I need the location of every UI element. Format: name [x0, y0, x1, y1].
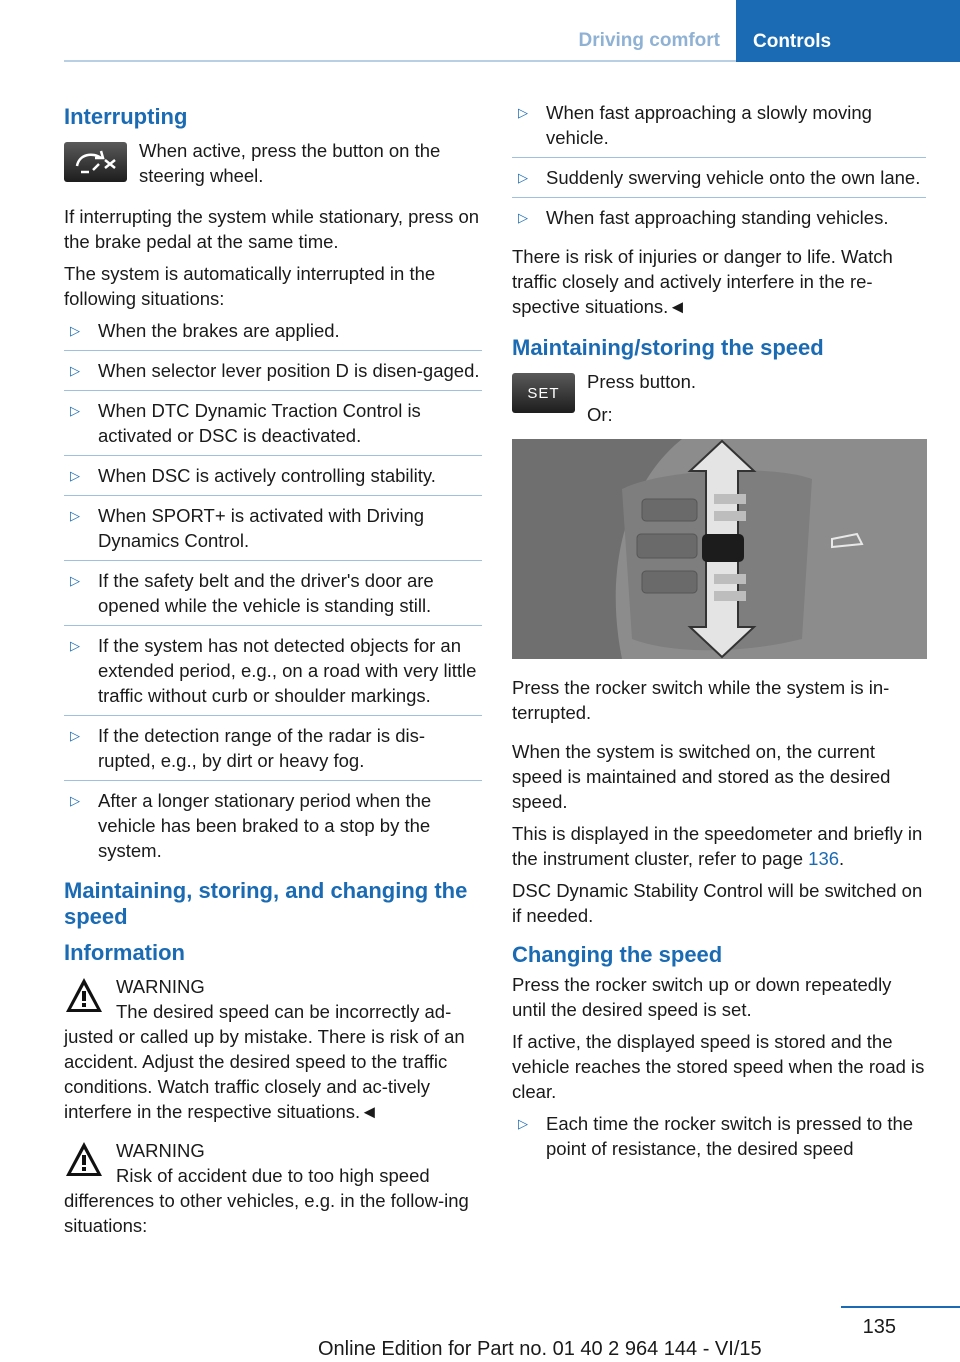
- interrupt-situations-list: [64, 318, 482, 870]
- triangle-right-icon: ▷: [518, 170, 528, 185]
- list-item: ▷ If the system has not detected objects for an extended period, e.g., on a road with very little traffic without curb or shoulder markings.: [64, 633, 482, 716]
- triangle-right-icon: ▷: [70, 468, 80, 483]
- list-item: ▷ When DTC Dynamic Traction Control is activated or DSC is deactivated.: [64, 398, 482, 456]
- page-number: 135: [862, 1316, 896, 1338]
- paragraph-stationary: If interrupting the system while stationary, press on the brake pedal at the same time.: [64, 206, 480, 252]
- warning-triangle-icon: [64, 976, 104, 1014]
- paragraph-switched-on: When the system is switched on, the current speed is maintained and stored as the desired speed.: [512, 741, 891, 812]
- paragraph-rocker: Press the rocker switch while the system is in‐terrupted.: [512, 677, 890, 723]
- list-item: ▷ When fast approaching standing vehicles.: [518, 207, 889, 228]
- triangle-right-icon: ▷: [70, 638, 80, 653]
- list-item: ▷ When the brakes are applied.: [64, 318, 482, 351]
- triangle-right-icon: ▷: [518, 1116, 528, 1131]
- list-item: ▷ Suddenly swerving vehicle onto the own lane.: [512, 165, 926, 198]
- heading-maintain-store-change: Maintaining, storing, and changing the speed: [64, 878, 468, 929]
- triangle-right-icon: ▷: [70, 363, 80, 378]
- triangle-right-icon: ▷: [70, 573, 80, 588]
- interrupt-instruction: [64, 138, 482, 196]
- page-link[interactable]: 136: [808, 848, 840, 869]
- list-item: ▷ Each time the rocker switch is pressed to the point of resistance, the desired speed: [518, 1113, 914, 1159]
- warning-block-2: [64, 1138, 482, 1238]
- list-item: ▷ If the safety belt and the driver's door are opened while the vehicle is standing still.: [64, 568, 482, 626]
- warning-label: WARNING: [116, 976, 205, 997]
- paragraph-risk: There is risk of injuries or danger to life. Watch traffic closely and actively interfere in the re‐spective situations.◄: [512, 246, 893, 317]
- header-section-title: Driving comfort: [578, 30, 720, 51]
- list-item: ▷ When selector lever position D is disen‐gaged.: [64, 358, 482, 391]
- triangle-right-icon: ▷: [518, 210, 528, 225]
- warning-label: WARNING: [116, 1140, 205, 1161]
- paragraph-dsc: DSC Dynamic Stability Control will be switched on if needed.: [512, 880, 923, 926]
- triangle-right-icon: ▷: [70, 728, 80, 743]
- header-chapter-tab: Controls: [736, 0, 960, 62]
- list-item: ▷ When SPORT+ is activated with Driving Dynamics Control.: [64, 503, 482, 561]
- list-item: ▷ If the detection range of the radar is dis‐rupted, e.g., by dirt or heavy fog.: [64, 723, 482, 781]
- list-item: ▷ After a longer stationary period when the vehicle has been braked to a stop by the system.: [70, 790, 432, 861]
- approach-situations-list: [512, 100, 926, 237]
- set-label: SET: [527, 384, 560, 402]
- left-column: [64, 100, 482, 1252]
- triangle-right-icon: ▷: [70, 793, 80, 808]
- heading-information: Information: [64, 940, 185, 965]
- triangle-right-icon: ▷: [518, 105, 528, 120]
- cruise-interrupt-icon: [64, 142, 127, 182]
- paragraph-displayed: This is displayed in the speedometer and briefly in the instrument cluster, refer to page 136.: [512, 823, 923, 869]
- paragraph-changing: Press the rocker switch up or down repeatedly until the desired speed is set.: [512, 974, 892, 1020]
- warning-text: The desired speed can be incorrectly ad‐justed or called up by mistake. There is risk of an accident. Adjust the desired speed to the traffic conditions. Watch traffic closely and ac‐tively interfere in the respective situations.◄: [64, 1001, 465, 1122]
- list-item: ▷ When fast approaching a slowly moving vehicle.: [512, 100, 926, 158]
- press-button-text: Press button.: [587, 371, 697, 392]
- set-button-icon: [512, 373, 575, 413]
- warning-block-1: [64, 974, 482, 1124]
- steering-wheel-rocker-image: [512, 439, 927, 659]
- triangle-right-icon: ▷: [70, 508, 80, 523]
- heading-changing-speed: Changing the speed: [512, 942, 723, 967]
- or-text: Or:: [587, 404, 613, 425]
- footer-rule: [841, 1306, 960, 1308]
- heading-interrupting: Interrupting: [64, 104, 188, 129]
- rocker-press-list: [512, 1111, 926, 1168]
- warning-text: Risk of accident due to too high speed differences to other vehicles, e.g. in the follow‐ing situations:: [64, 1165, 469, 1236]
- interrupt-text: When active, press the button on the steering wheel.: [139, 140, 441, 186]
- heading-maintaining-storing: Maintaining/storing the speed: [512, 335, 824, 360]
- warning-triangle-icon: [64, 1140, 104, 1178]
- footer-edition: Online Edition for Part no. 01 40 2 964 144 - VI/15: [318, 1338, 762, 1360]
- triangle-right-icon: ▷: [70, 323, 80, 338]
- paragraph-active: If active, the displayed speed is stored and the vehicle reaches the stored speed when the road is clear.: [512, 1031, 925, 1102]
- set-instruction: [512, 369, 926, 427]
- right-column: [512, 100, 926, 1175]
- list-item: ▷ When DSC is actively controlling stability.: [64, 463, 482, 496]
- triangle-right-icon: ▷: [70, 403, 80, 418]
- paragraph-auto-interrupt: The system is automatically interrupted in the following situations:: [64, 263, 436, 309]
